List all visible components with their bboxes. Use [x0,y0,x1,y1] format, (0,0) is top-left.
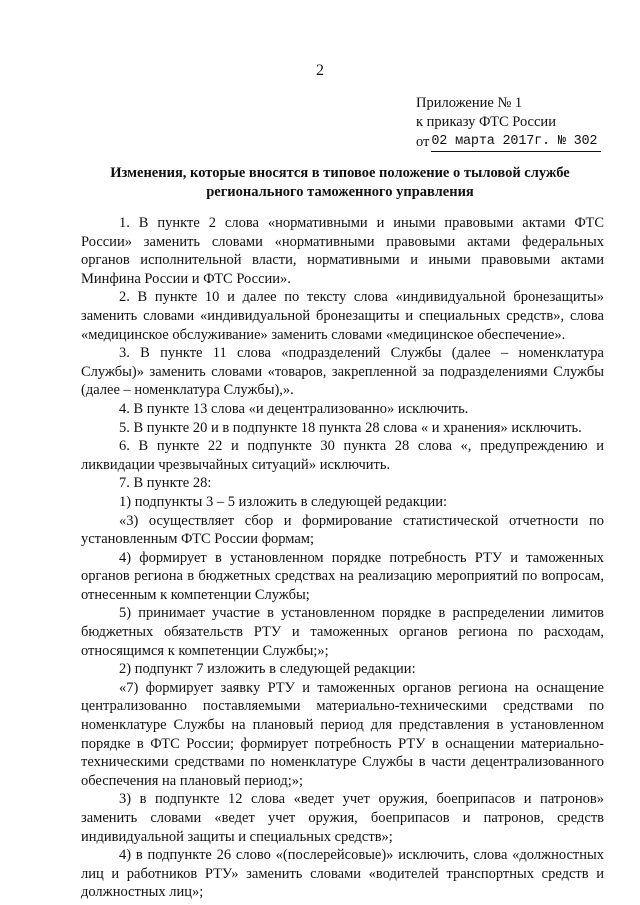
paragraph: «3) осуществляет сбор и формирование статистической отчетности по установленным ФТС России формам; [81,512,604,548]
paragraph: 5) принимает участие в установленном порядке в распределении лимитов бюджетных обязательств РТУ и таможенных органов региона по расходам, относящимся к компетенции Службы;»; [81,605,604,659]
paragraph: 7. В пункте 28: [119,475,212,492]
document-title-line-1: Изменения, которые вносятся в типовое положение о тыловой службе [110,165,570,181]
paragraph: 4. В пункте 13 слова «и децентрализованно» исключить. [119,400,469,417]
appendix-title: Приложение № 1 [416,95,523,111]
appendix-order-reference: к приказу ФТС России [416,114,556,130]
paragraph: 2) подпункт 7 изложить в следующей редакции: [119,661,416,678]
page-number: 2 [316,62,324,79]
order-date-prefix: от [416,134,430,150]
appendix-order-date [416,132,626,152]
paragraph: 1) подпункты 3 – 5 изложить в следующей редакции: [119,493,448,510]
paragraph: 4) в подпункте 26 слово «(послерейсовые)» исключить, слова «должностных лиц и работников РТУ» заменить словами «водителей транспортных средств и должностных лиц»; [81,847,604,901]
document-title-line-2: регионального таможенного управления [206,184,474,200]
paragraph: 5. В пункте 20 и в подпункте 18 пункта 28 слова « и хранения» исключить. [119,419,582,436]
appendix-header [416,94,626,152]
document-title [60,164,620,202]
paragraph: 1. В пункте 2 слова «нормативными и иными правовыми актами ФТС России» заменить словами «нормативными правовыми актами федеральных органов исполнительной власти, нормативными и иными правовыми актами Минфина России и ФТС России». [81,215,604,287]
document-body [81,214,604,902]
paragraph: 4) формирует в установленном порядке потребность РТУ и таможенных органов региона в бюджетных средствах на реализацию мероприятий по вопросам, отнесенным к компетенции Службы; [81,549,604,603]
paragraph: 6. В пункте 22 и подпункте 30 пункта 28 слова «, предупреждению и ликвидации чрезвычайных ситуаций» исключить. [81,438,604,473]
paragraph: 3) в подпункте 12 слова «ведет учет оружия, боеприпасов и патронов» заменить словами «ведет учет оружия, боеприпасов и патронов, средств индивидуальной защиты и специальных средств»; [81,791,604,845]
paragraph: «7) формирует заявку РТУ и таможенных органов региона на оснащение централизованно поставляемыми материально-техническими средствами по номенклатуре Службы на плановый период для представления в установленном порядке в ФТС России; формирует потребность РТУ в оснащении материально-техническими средствами по номенклатуре Службы в части децентрализованного обеспечения на плановый период;»; [81,679,604,789]
order-date-stamp: 02 марта 2017г. № 302 [431,132,601,152]
paragraph: 2. В пункте 10 и далее по тексту слова «индивидуальной бронезащиты» заменить словами «индивидуальной бронезащиты и специальных средств», слова «медицинское обслуживание» заменить словами «медицинское обеспечение». [81,289,604,343]
paragraph: 3. В пункте 11 слова «подразделений Службы (далее – номенклатура Службы)» заменить словами «товаров, закрепленной за подразделениями Службы (далее – номенклатура Службы),». [81,345,604,399]
